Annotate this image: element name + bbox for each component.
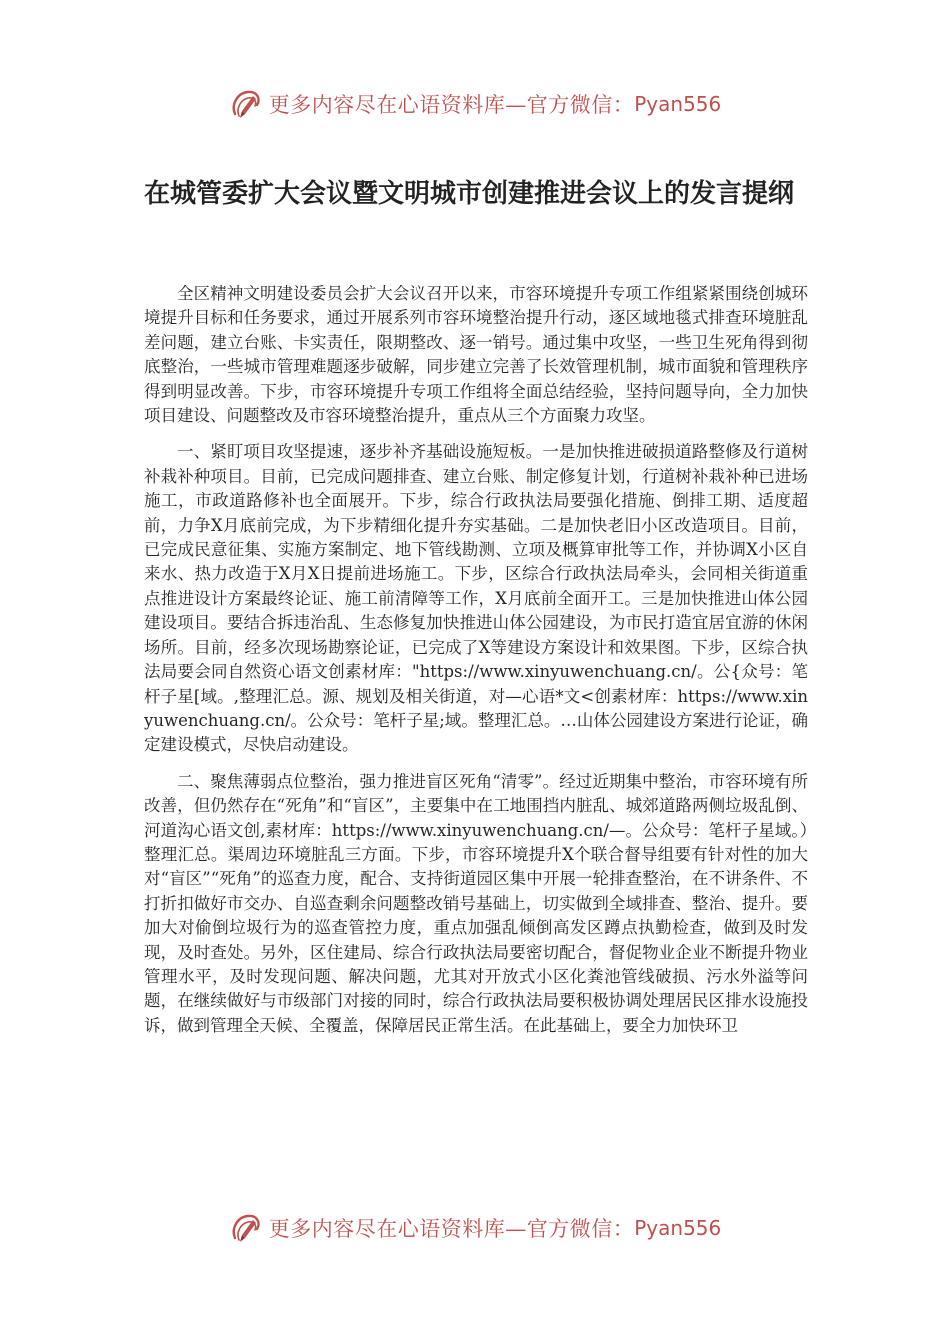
- paragraph-section-two: 二、聚焦薄弱点位整治，强力推进盲区死角“清零”。经过近期集中整治，市容环境有所改善，但仍然存在“死角”和“盲区”，主要集中在工地围挡内脏乱、城郊道路两侧垃圾乱倒、河道沟心语文创,素材库：https://www.xinyuwenchuang.cn/—。公众号：笔杆子星域。）整理汇总。渠周边环境脏乱三方面。下步，市容环境提升X个联合督导组要有针对性的加大对“盲区”“死角”的巡查力度，配合、支持街道园区集中开展一轮排查整治，在不讲条件、不打折扣做好市交办、自巡查剩余问题整改销号基础上，切实做到全域排查、整治、提升。要加大对偷倒垃圾行为的巡查管控力度，重点加强乱倾倒高发区蹲点执勤检查，做到及时发现，及时查处。另外，区住建局、综合行政执法局要密切配合，督促物业企业不断提升物业管理水平，及时发现问题、解决问题，尤其对开放式小区化粪池管线破损、污水外溢等问题，在继续做好与市级部门对接的同时，综合行政执法局要积极协调处理居民区排水设施投诉，做到管理全天候、全覆盖，保障居民正常生活。在此基础上，要全力加快环卫: [144, 771, 808, 1035]
- quill-pen-swirl-icon: [229, 1211, 263, 1245]
- quill-pen-swirl-icon: [229, 87, 263, 121]
- document-body: [144, 282, 808, 1050]
- footer-banner: [0, 1206, 950, 1250]
- document-title: 在城管委扩大会议暨文明城市创建推进会议上的发言提纲: [144, 179, 795, 209]
- banner-wechat-id: Pyan556: [634, 1216, 722, 1240]
- paragraph-section-one: 一、紧盯项目攻坚提速，逐步补齐基础设施短板。一是加快推进破损道路整修及行道树补栽补种项目。目前，已完成问题排查、建立台账、制定修复计划，行道树补栽补种已进场施工，市政道路修补也全面展开。下步，综合行政执法局要强化措施、倒排工期、适度超前，力争X月底前完成，为下步精细化提升夯实基础。二是加快老旧小区改造项目。目前，已完成民意征集、实施方案制定、地下管线勘测、立项及概算审批等工作，并协调X小区自来水、热力改造于X月X日提前进场施工。下步，区综合行政执法局牵头，会同相关街道重点推进设计方案最终论证、施工前清障等工作，X月底前全面开工。三是加快推进山体公园建设项目。要结合拆违治乱、生态修复加快推进山体公园建设，为市民打造宜居宜游的休闲场所。目前，经多次现场勘察论证，已完成了X等建设方案设计和效果图。下步，区综合执法局要会同自然资心语文创素材库："https://www.xinyuwenchuang.cn/。公{众号：笔杆子星[域。,整理汇总。源、规划及相关街道，对—心语*文<创素材库：https://www.xinyuwenchuang.cn/。公众号：笔杆子星;域。整理汇总。…山体公园建设方案进行论证，确定建设模式，尽快启动建设。: [144, 442, 808, 755]
- banner-text: 更多内容尽在心语资料库—官方微信：: [268, 93, 635, 117]
- banner-text: 更多内容尽在心语资料库—官方微信：: [268, 1217, 635, 1241]
- header-banner: [0, 82, 950, 126]
- paragraph-intro: 全区精神文明建设委员会扩大会议召开以来，市容环境提升专项工作组紧紧围绕创城环境提升目标和任务要求，通过开展系列市容环境整治提升行动，逐区域地毯式排查环境脏乱差问题，建立台账、卡实责任，限期整改、逐一销号。通过集中攻坚，一些卫生死角得到彻底整治，一些城市管理难题逐步破解，同步建立完善了长效管理机制，城市面貌和管理秩序得到明显改善。下步，市容环境提升专项工作组将全面总结经验，坚持问题导向，全力加快项目建设、问题整改及市容环境整治提升，重点从三个方面聚力攻坚。: [144, 284, 808, 426]
- banner-wechat-id: Pyan556: [634, 92, 722, 116]
